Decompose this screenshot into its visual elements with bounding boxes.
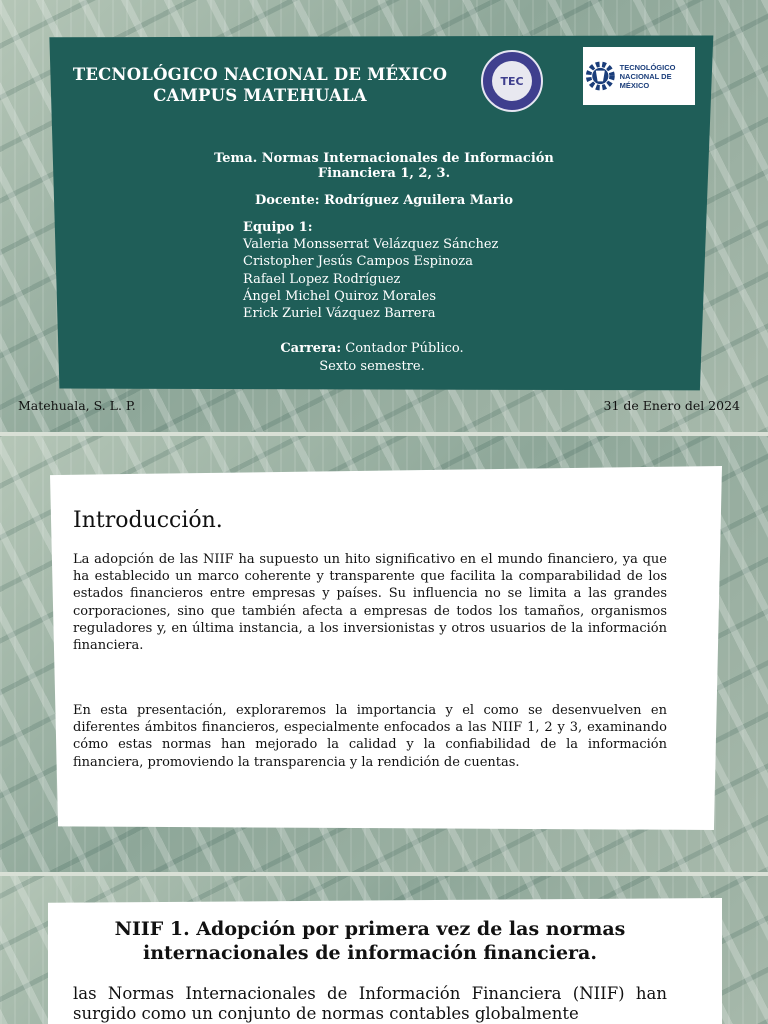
tecnm-logo (583, 47, 695, 105)
logo-wordmark: TECNOLÓGICO NACIONAL DE MÉXICO (619, 62, 676, 90)
institution-line-1: TECNOLÓGICO NACIONAL DE MÉXICO (72, 65, 448, 84)
date: 31 de Enero del 2024 (603, 398, 740, 413)
semester: Sexto semestre. (319, 359, 425, 374)
institution-line-2: CAMPUS MATEHUALA (153, 86, 367, 105)
team-heading: Equipo 1: (243, 220, 313, 235)
career-label: Carrera: (280, 341, 342, 356)
team-member: Valeria Monsserrat Velázquez Sánchez (243, 237, 499, 253)
topic: Tema. Normas Internacionales de Información Financiera 1, 2, 3. (214, 151, 554, 181)
team-member: Cristopher Jesús Campos Espinoza (243, 254, 473, 270)
team-member: Erick Zuriel Vázquez Barrera (243, 306, 436, 322)
location: Matehuala, S. L. P. (18, 398, 136, 413)
team-member: Ángel Michel Quiroz Morales (243, 288, 437, 304)
intro-title: Introducción. (73, 508, 223, 533)
gear-icon (585, 50, 616, 102)
career-value: Contador Público. (341, 341, 464, 356)
team-member: Rafael Lopez Rodríguez (243, 271, 401, 287)
intro-paragraph-1: La adopción de las NIIF ha supuesto un hito significativo en el mundo financiero, ya que ha establecido un marco coherente y transparente que facilita la comparabilidad de los estados financieros entre empresas y países. Su influencia no se limita a las grandes corporaciones, sino que también afecta a empresas de todos los tamaños, organismos reguladores y, en última instancia, a los inversionistas y otros usuarios de la información financiera. (73, 552, 667, 654)
intro-paragraph-2: En esta presentación, exploraremos la importancia y el como se desenvuelven en diferentes ámbitos financieros, especialmente enfocados a las NIIF 1, 2 y 3, examinando cómo estas normas han mejorado la calidad y la confiabilidad de la información financiera, promoviendo la transparencia y la rendición de cuentas. (73, 703, 667, 770)
team-block (243, 219, 498, 322)
institution-name (60, 64, 460, 106)
campus-seal-icon (481, 50, 543, 112)
niif1-title: NIIF 1. Adopción por primera vez de las normas internacionales de información financiera. (114, 918, 626, 964)
career-block (200, 340, 544, 376)
seal-label: TEC (492, 61, 532, 101)
niif1-paragraph: las Normas Internacionales de Información Financiera (NIIF) han surgido como un conjunto de normas contables globalmente (73, 984, 667, 1023)
teacher: Docente: Rodríguez Aguilera Mario (254, 193, 514, 208)
